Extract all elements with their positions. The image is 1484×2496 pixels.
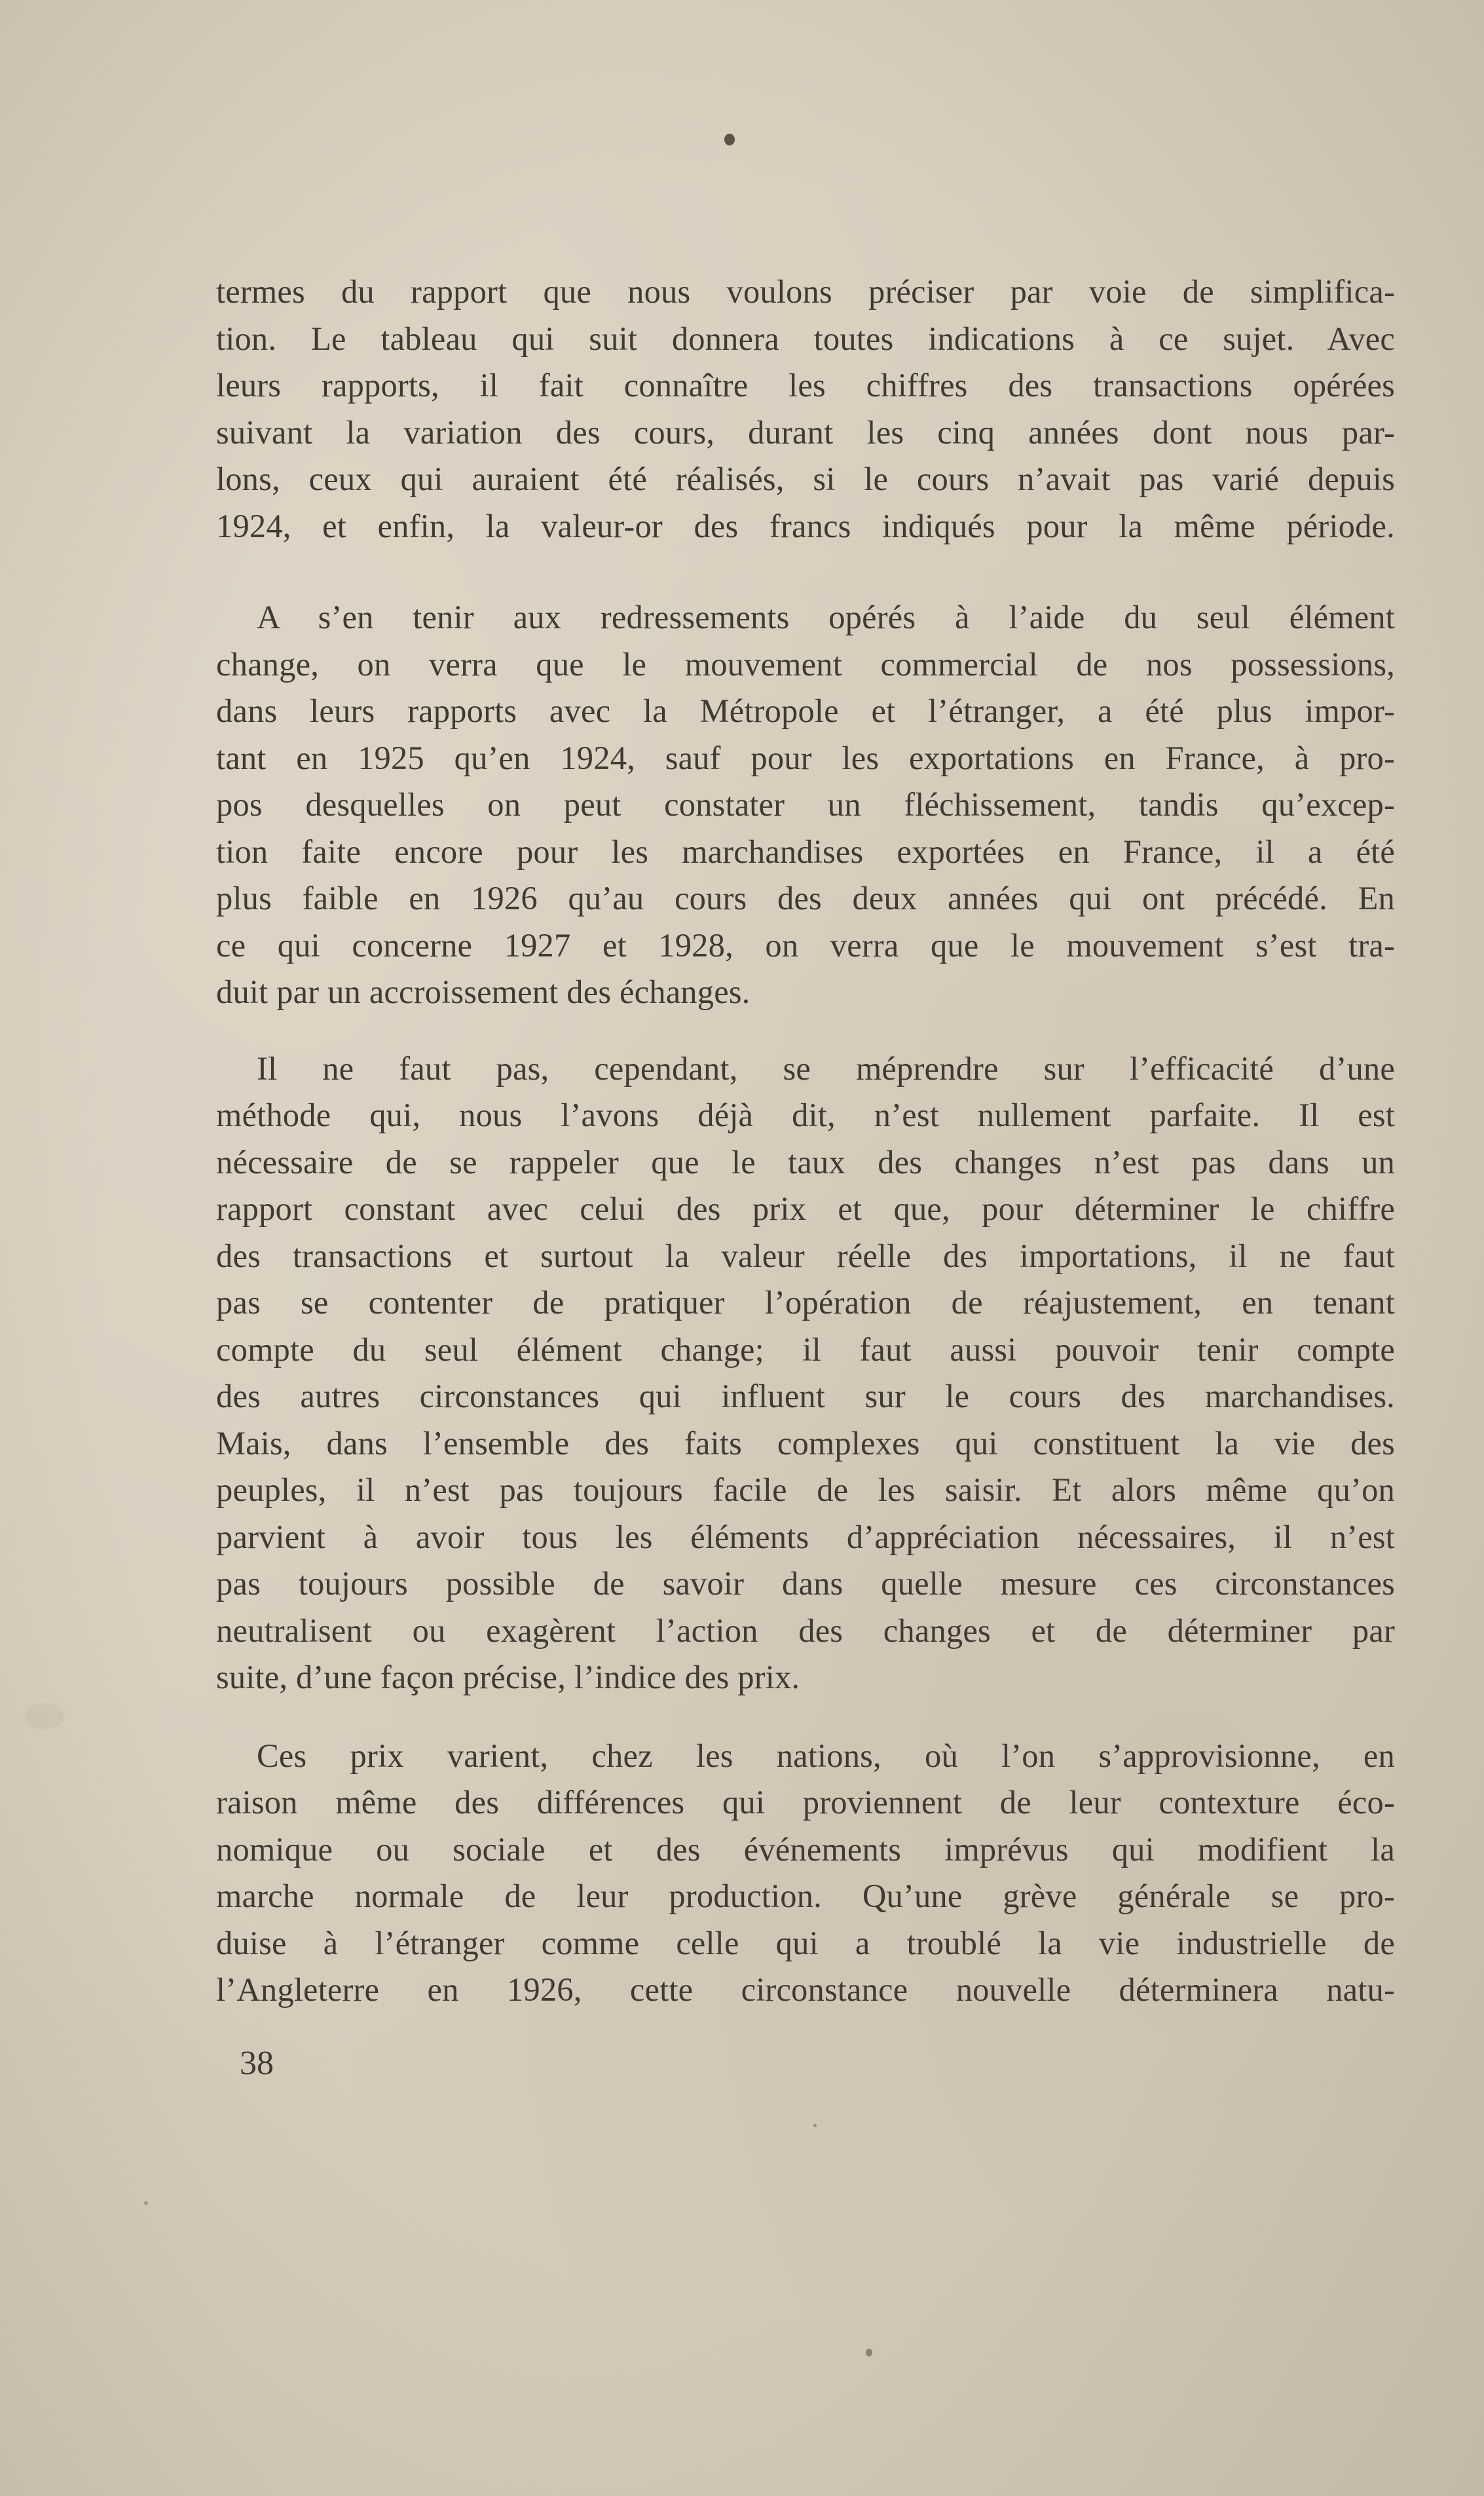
text-line: Ces prix varient, chez les nations, où l’on s’approvisionne, en (257, 1737, 1395, 1774)
text-line: duise à l’étranger comme celle qui a troublé la vie industrielle de (216, 1924, 1395, 1961)
text-line: peuples, il n’est pas toujours facile de les saisir. Et alors même qu’on (216, 1471, 1395, 1508)
paragraph (216, 1046, 1395, 1701)
text-line: l’Angleterre en 1926, cette circonstance nouvelle déterminera natu- (216, 1971, 1395, 2008)
text-line: neutralisent ou exagèrent l’action des changes et de déterminer par (216, 1612, 1395, 1649)
text-line: duit par un accroissement des échanges. (216, 974, 751, 1010)
paper-speck (144, 2201, 148, 2205)
paragraph (216, 594, 1395, 1016)
text-line: 1924, et enfin, la valeur-or des francs indiqués pour la même période. (216, 507, 1395, 544)
text-line: des transactions et surtout la valeur réelle des importations, il ne faut (216, 1237, 1395, 1274)
text-line: compte du seul élément change; il faut aussi pouvoir tenir compte (216, 1331, 1395, 1368)
paper-speck (724, 134, 735, 145)
text-line: des autres circonstances qui influent sur le cours des marchandises. (216, 1378, 1395, 1414)
paragraph (216, 269, 1395, 550)
text-line: dans leurs rapports avec la Métropole et l’étranger, a été plus impor- (216, 692, 1395, 729)
text-line: rapport constant avec celui des prix et que, pour déterminer le chiffre (216, 1190, 1395, 1227)
text-line: parvient à avoir tous les éléments d’appréciation nécessaires, il n’est (216, 1518, 1395, 1555)
text-line: nécessaire de se rappeler que le taux des changes n’est pas dans un (216, 1143, 1395, 1181)
text-line: leurs rapports, il fait connaître les chiffres des transactions opérées (216, 367, 1395, 404)
text-line: termes du rapport que nous voulons préciser par voie de simplifica- (216, 273, 1395, 310)
paragraph (216, 1733, 1395, 2014)
text-line: suite, d’une façon précise, l’indice des prix. (216, 1659, 800, 1695)
paper-speck (25, 1703, 64, 1730)
text-line: Mais, dans l’ensemble des faits complexes qui constituent la vie des (216, 1424, 1395, 1462)
page-body (216, 269, 1395, 2014)
paper-speck (866, 2349, 872, 2356)
text-line: ce qui concerne 1927 et 1928, on verra que le mouvement s’est tra- (216, 926, 1395, 964)
text-line: suivant la variation des cours, durant les cinq années dont nous par- (216, 413, 1395, 451)
text-line: pas toujours possible de savoir dans quelle mesure ces circonstances (216, 1565, 1395, 1602)
text-line: méthode qui, nous l’avons déjà dit, n’est nullement parfaite. Il est (216, 1097, 1395, 1133)
text-line: lons, ceux qui auraient été réalisés, si le cours n’avait pas varié depuis (216, 461, 1395, 497)
text-line: nomique ou sociale et des événements imprévus qui modifient la (216, 1830, 1395, 1868)
text-line: tion faite encore pour les marchandises exportées en France, il a été (216, 833, 1395, 870)
text-line: plus faible en 1926 qu’au cours des deux années qui ont précédé. En (216, 880, 1395, 917)
text-line: A s’en tenir aux redressements opérés à l’aide du seul élément (257, 599, 1395, 635)
text-line: pos desquelles on peut constater un fléchissement, tandis qu’excep- (216, 786, 1395, 823)
page-number: 38 (240, 2045, 274, 2082)
text-line: marche normale de leur production. Qu’une grève générale se pro- (216, 1878, 1395, 1914)
text-line: tion. Le tableau qui suit donnera toutes indications à ce sujet. Avec (216, 320, 1395, 357)
text-line: tant en 1925 qu’en 1924, sauf pour les exportations en France, à pro- (216, 739, 1395, 776)
text-line: change, on verra que le mouvement commercial de nos possessions, (216, 645, 1395, 683)
text-line: raison même des différences qui proviennent de leur contexture éco- (216, 1784, 1395, 1821)
paper-speck (813, 2124, 817, 2127)
text-line: pas se contenter de pratiquer l’opération de réajustement, en tenant (216, 1284, 1395, 1321)
text-line: Il ne faut pas, cependant, se méprendre sur l’efficacité d’une (257, 1049, 1395, 1087)
